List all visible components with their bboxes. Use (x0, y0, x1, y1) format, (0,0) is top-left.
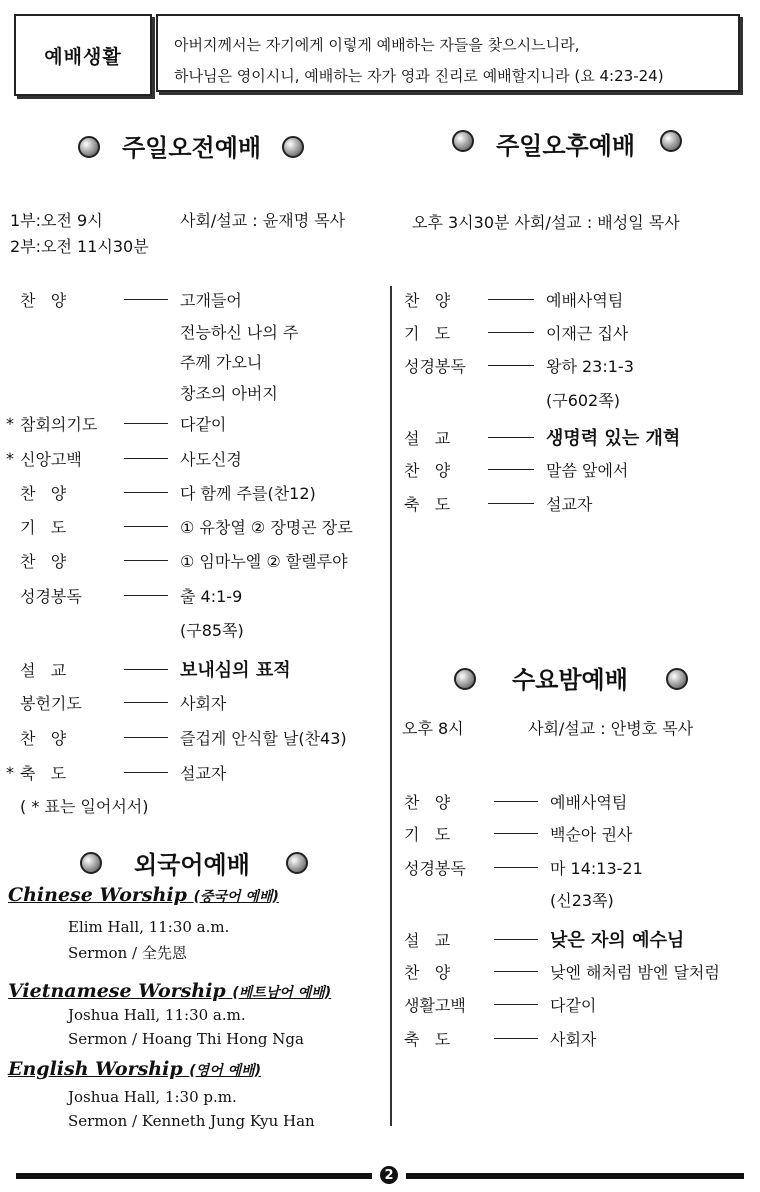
item-label: 봉헌기도 (20, 694, 82, 713)
list-item (404, 993, 596, 1016)
dash-separator (488, 437, 534, 438)
item-value: 마 14:13-21 (550, 859, 643, 878)
list-item (6, 726, 347, 749)
morning-leader: 사회/설교 : 윤재명 목사 (180, 211, 346, 230)
item-label: 기 도 (20, 518, 67, 537)
dash-separator (494, 867, 538, 868)
dash-separator (124, 595, 168, 596)
item-value: 말씀 앞에서 (546, 461, 629, 480)
item-value: ① 유창열 ② 장명곤 장로 (180, 518, 353, 537)
list-item (6, 288, 242, 311)
bullet-icon (80, 852, 102, 874)
item-label: 찬 양 (404, 793, 451, 812)
dash-separator (494, 939, 538, 940)
item-label: 생활고백 (404, 996, 466, 1015)
standing-note: ( * 표는 일어서서) (20, 797, 149, 816)
dash-separator (124, 299, 168, 300)
item-value: (구85쪽) (180, 621, 244, 640)
vietnamese-worship-title: Vietnamese Worship (베트남어 예배) (8, 980, 332, 1002)
list-item (404, 1027, 596, 1050)
item-label: 성경봉독 (20, 587, 82, 606)
item-label: 축 도 (404, 1030, 451, 1049)
item-value: 창조의 아버지 (180, 384, 278, 403)
item-value: 설교자 (180, 764, 227, 783)
dash-separator (124, 772, 168, 773)
item-value: 왕하 23:1-3 (546, 357, 634, 376)
morning-service2: 2부:오전 11시30분 (10, 237, 149, 256)
item-value: 사회자 (180, 694, 227, 713)
bullet-icon (452, 130, 474, 152)
bullet-icon (78, 136, 100, 158)
standing-mark: * (6, 763, 14, 782)
list-item (404, 492, 592, 515)
list-item (404, 288, 623, 311)
english-worship-title: English Worship (영어 예배) (8, 1058, 262, 1080)
item-value: (신23쪽) (550, 891, 614, 910)
bullet-icon (666, 668, 688, 690)
item-label: 찬 양 (20, 291, 67, 310)
bullet-icon (282, 136, 304, 158)
item-label: 설 교 (20, 660, 67, 680)
item-value: 낮은 자의 예수님 (550, 930, 685, 951)
item-value: 예배사역팀 (550, 793, 628, 812)
item-value: 보내심의 표적 (180, 660, 291, 681)
column-divider (390, 286, 392, 1126)
foreign-title: 외국어예배 (134, 851, 250, 879)
dash-separator (488, 332, 534, 333)
item-value: 즐겁게 안식할 날(찬43) (180, 729, 347, 748)
dash-separator (124, 492, 168, 493)
list-item (6, 515, 353, 538)
item-label: 찬 양 (404, 963, 451, 982)
item-value: 설교자 (546, 495, 593, 514)
item-label: 기 도 (404, 324, 451, 343)
item-value: 다같이 (550, 996, 597, 1015)
item-label: 축 도 (404, 495, 451, 514)
item-value: 생명력 있는 개혁 (546, 428, 681, 449)
list-item (404, 458, 628, 481)
list-item (404, 960, 720, 983)
dash-separator (494, 971, 538, 972)
dash-separator (488, 469, 534, 470)
standing-mark: * (6, 449, 14, 468)
standing-mark: * (6, 414, 14, 433)
item-label: 설 교 (404, 428, 451, 448)
list-item (404, 888, 614, 911)
dash-separator (494, 833, 538, 834)
english-worship-sermon: Sermon / Kenneth Jung Kyu Han (68, 1112, 315, 1130)
dash-separator (488, 503, 534, 504)
item-value: 백순아 권사 (550, 825, 633, 844)
list-item (6, 549, 348, 572)
bullet-icon (286, 852, 308, 874)
item-value: 사도신경 (180, 450, 242, 469)
dash-separator (494, 1038, 538, 1039)
list-item (6, 350, 262, 373)
dash-separator (124, 458, 168, 459)
list-item (6, 381, 278, 404)
chinese-worship-title: Chinese Worship (중국어 예배) (8, 884, 279, 906)
list-item (6, 691, 226, 714)
list-item (404, 354, 634, 377)
verse-box (156, 14, 740, 92)
dash-separator (124, 669, 168, 670)
verse-line-1: 아버지께서는 자기에게 이렇게 예배하는 자들을 찾으시느니라, (174, 36, 580, 54)
footer-rule-left (16, 1173, 372, 1179)
item-value: 다같이 (180, 415, 227, 434)
dash-separator (488, 299, 534, 300)
vietnamese-worship-place: Joshua Hall, 11:30 a.m. (68, 1006, 246, 1024)
list-item (6, 761, 226, 784)
item-label: 참회의기도 (20, 415, 98, 434)
item-value: ① 임마누엘 ② 할렐루야 (180, 552, 348, 571)
wednesday-time: 오후 8시 (402, 719, 464, 738)
item-label: 찬 양 (20, 484, 67, 503)
list-item (6, 320, 298, 343)
list-item (6, 481, 316, 504)
list-item (404, 321, 628, 344)
bullet-icon (454, 668, 476, 690)
item-label: 찬 양 (404, 461, 451, 480)
item-label: 축 도 (20, 764, 67, 783)
item-value: 이재근 집사 (546, 324, 629, 343)
item-value: 다 함께 주를(찬12) (180, 484, 316, 503)
morning-service1: 1부:오전 9시 (10, 211, 103, 230)
english-worship-place: Joshua Hall, 1:30 p.m. (68, 1088, 237, 1106)
list-item (6, 618, 244, 641)
verse-line-2: 하나님은 영이시니, 예배하는 자가 영과 진리로 예배할지니라 (요 4:23-24) (174, 67, 664, 85)
list-item (404, 424, 680, 450)
item-value: 낮엔 해처럼 밤엔 달처럼 (550, 963, 720, 982)
list-item (6, 447, 242, 470)
wednesday-leader: 사회/설교 : 안병호 목사 (528, 719, 694, 738)
item-label: 찬 양 (20, 552, 67, 571)
dash-separator (494, 1004, 538, 1005)
chinese-worship-sermon: Sermon / 全先恩 (68, 944, 187, 962)
list-item (6, 584, 242, 607)
list-item (404, 388, 620, 411)
afternoon-time-leader: 오후 3시30분 사회/설교 : 배성일 목사 (412, 213, 680, 232)
list-item (6, 656, 291, 682)
item-value: 전능하신 나의 주 (180, 323, 299, 342)
item-label: 찬 양 (20, 729, 67, 748)
dash-separator (488, 365, 534, 366)
section-label: 예배생활 (14, 14, 152, 96)
vietnamese-worship-sermon: Sermon / Hoang Thi Hong Nga (68, 1030, 304, 1048)
dash-separator (124, 737, 168, 738)
dash-separator (124, 702, 168, 703)
bullet-icon (660, 130, 682, 152)
item-value: (구602쪽) (546, 391, 620, 410)
item-label: 신앙고백 (20, 450, 82, 469)
dash-separator (124, 526, 168, 527)
dash-separator (124, 560, 168, 561)
dash-separator (124, 423, 168, 424)
list-item (404, 822, 632, 845)
item-value: 예배사역팀 (546, 291, 624, 310)
item-value: 주께 가오니 (180, 353, 263, 372)
item-label: 찬 양 (404, 291, 451, 310)
item-label: 설 교 (404, 930, 451, 950)
morning-title: 주일오전예배 (122, 134, 262, 162)
list-item (6, 412, 226, 435)
dash-separator (494, 801, 538, 802)
chinese-worship-place: Elim Hall, 11:30 a.m. (68, 918, 230, 936)
item-value: 고개들어 (180, 291, 242, 310)
list-item (404, 856, 643, 879)
list-item (404, 926, 684, 952)
item-label: 성경봉독 (404, 357, 466, 376)
afternoon-title: 주일오후예배 (496, 132, 636, 160)
item-label: 기 도 (404, 825, 451, 844)
item-value: 사회자 (550, 1030, 597, 1049)
footer-rule-right (406, 1173, 744, 1179)
page-number: 2 (380, 1166, 398, 1184)
item-label: 성경봉독 (404, 859, 466, 878)
wednesday-title: 수요밤예배 (512, 666, 628, 694)
item-value: 출 4:1-9 (180, 587, 243, 606)
list-item (404, 790, 627, 813)
